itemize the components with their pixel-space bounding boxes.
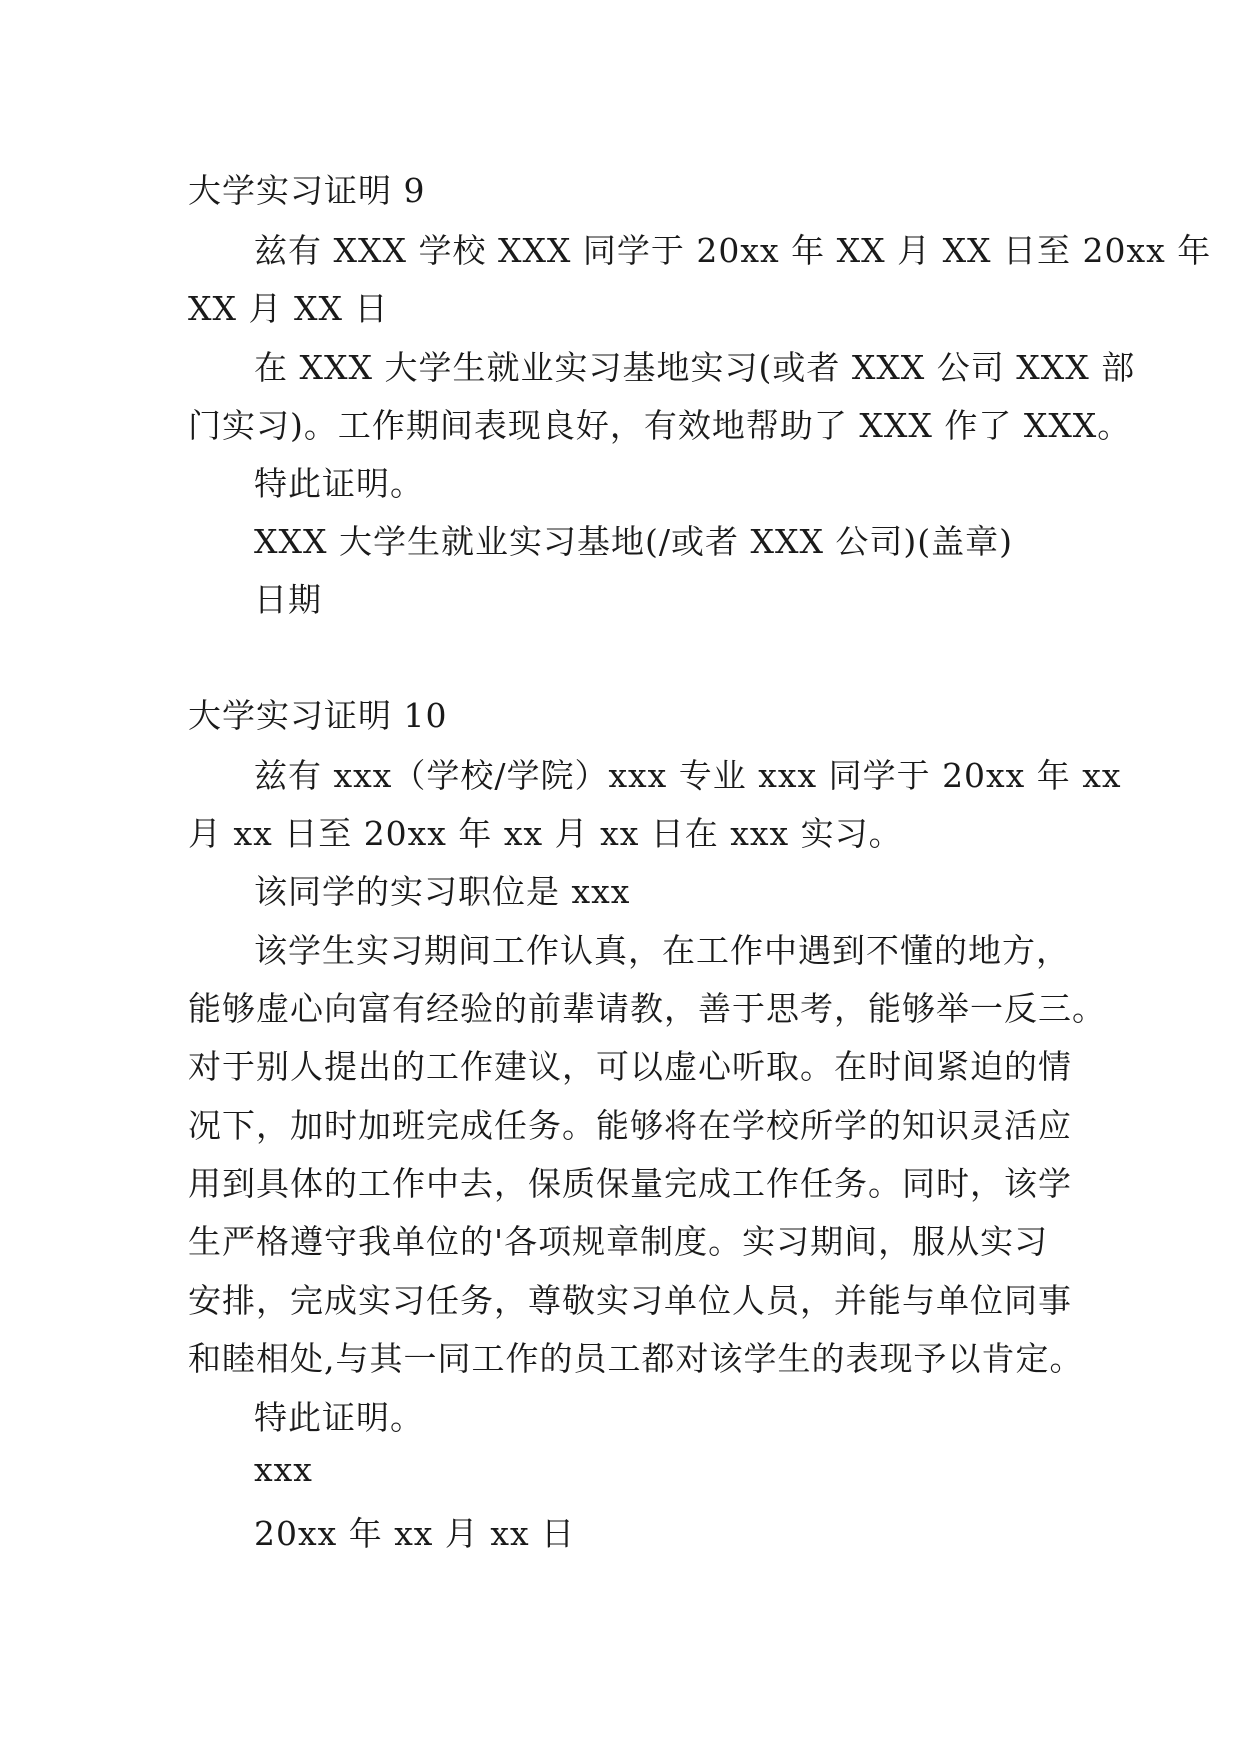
cert9-date-label: 日期 [254,580,322,619]
cert10-eval-line: 能够虚心向富有经验的前辈请教，善于思考，能够举一反三。 [188,989,1106,1028]
cert9-body-line: 在 XXX 大学生就业实习基地实习(或者 XXX 公司 XXX 部 [254,348,1136,387]
cert9-body-line: 兹有 XXX 学校 XXX 同学于 20xx 年 XX 月 XX 日至 20xx 年 [254,231,1212,270]
cert9-body-line: 门实习)。工作期间表现良好，有效地帮助了 XXX 作了 XXX。 [188,406,1132,445]
cert10-body-line: 月 xx 日至 20xx 年 xx 月 xx 日在 xxx 实习。 [188,814,903,853]
cert9-title: 大学实习证明 9 [188,171,426,210]
cert10-title: 大学实习证明 10 [188,696,448,735]
cert10-date: 20xx 年 xx 月 xx 日 [254,1514,576,1553]
cert9-body-line: XX 月 XX 日 [188,289,389,328]
cert10-eval-line: 生严格遵守我单位的'各项规章制度。实习期间，服从实习 [188,1222,1049,1261]
cert10-eval-line: 该学生实习期间工作认真，在工作中遇到不懂的地方， [254,931,1070,970]
cert10-eval-line: 和睦相处,与其一同工作的员工都对该学生的表现予以肯定。 [188,1339,1084,1378]
cert10-eval-line: 对于别人提出的工作建议，可以虚心听取。在时间紧迫的情 [188,1047,1072,1086]
cert10-eval-line: 安排，完成实习任务，尊敬实习单位人员，并能与单位同事 [188,1281,1072,1320]
cert10-signature: xxx [254,1450,313,1489]
cert10-body-line: 兹有 xxx（学校/学院）xxx 专业 xxx 同学于 20xx 年 xx [254,756,1122,795]
cert9-closing: 特此证明。 [254,464,424,503]
cert9-issuer: XXX 大学生就业实习基地(/或者 XXX 公司)(盖章) [254,522,1014,561]
cert10-position-line: 该同学的实习职位是 xxx [254,872,631,911]
cert10-closing: 特此证明。 [254,1398,424,1437]
cert10-eval-line: 用到具体的工作中去，保质保量完成工作任务。同时，该学 [188,1164,1072,1203]
cert10-eval-line: 况下，加时加班完成任务。能够将在学校所学的知识灵活应 [188,1106,1072,1145]
